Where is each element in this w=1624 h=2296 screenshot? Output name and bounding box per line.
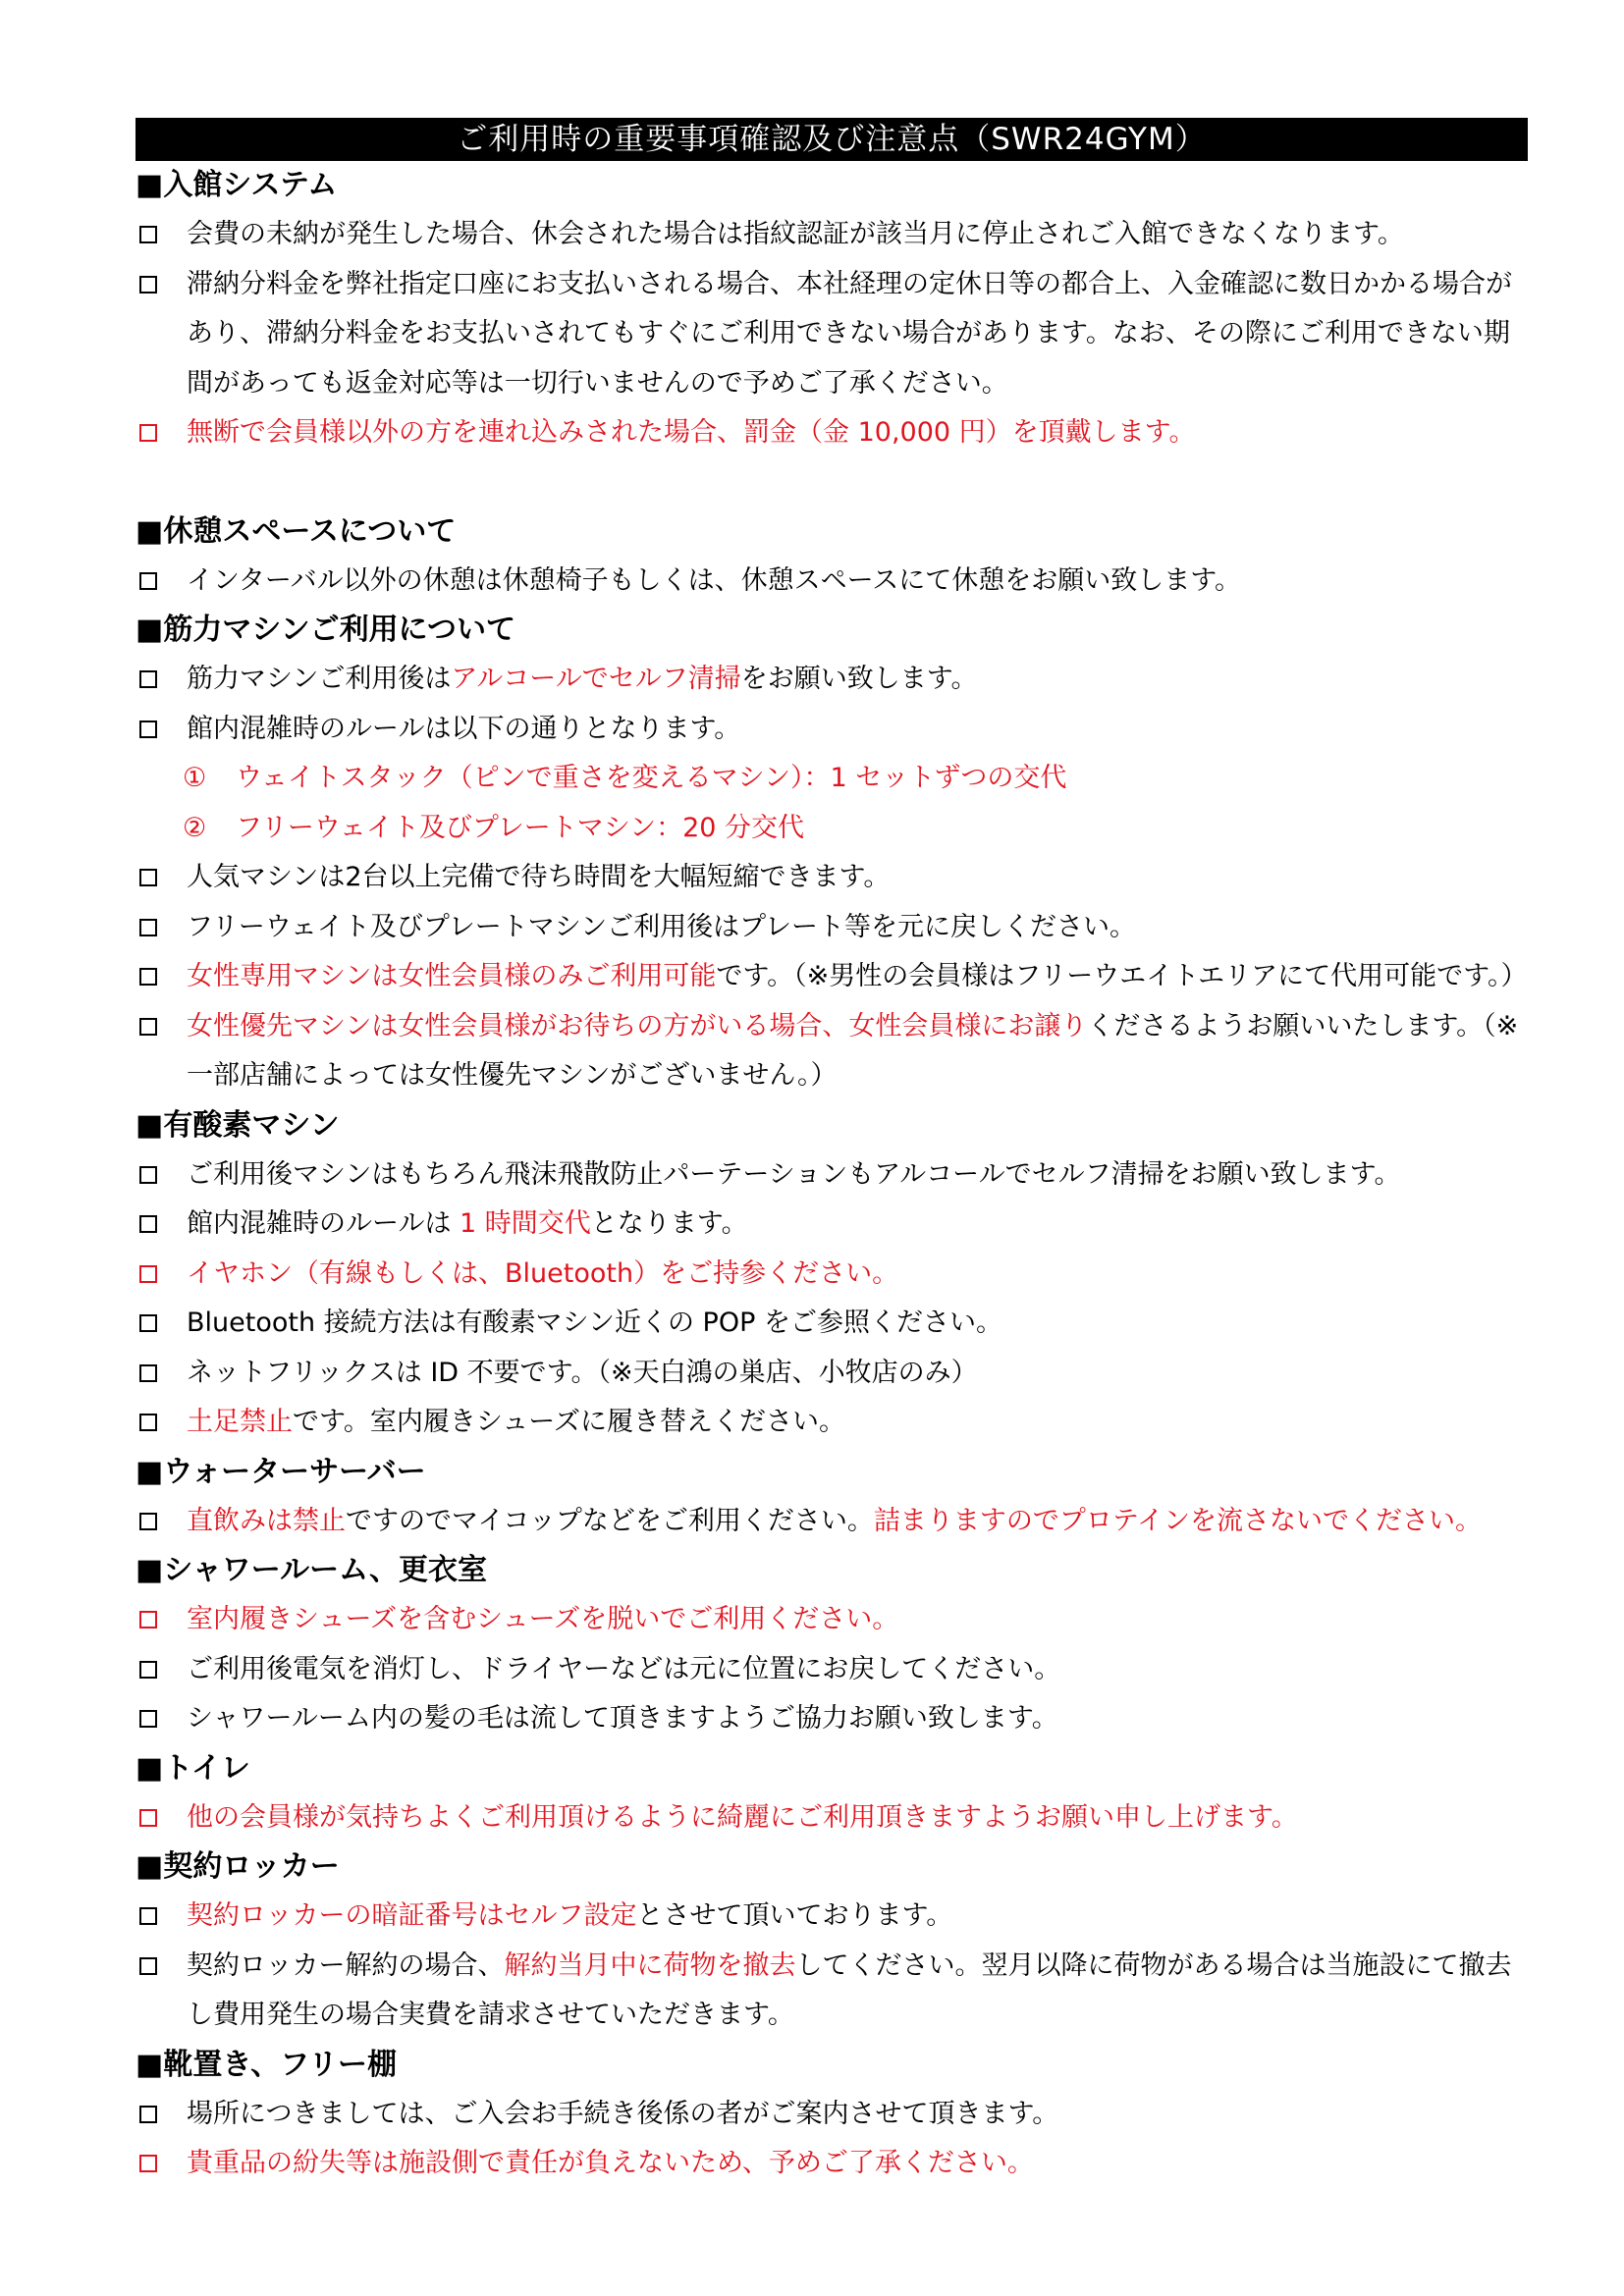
list-item: ご利用後電気を消灯し、ドライヤーなどは元に位置にお戻してください。 [135,1645,1528,1695]
list-item: 女性専用マシンは女性会員様のみご利用可能です。（※男性の会員様はフリーウエイトエリアにて代用可能です。） [135,952,1528,1002]
list-item: 会費の未納が発生した場合、休会された場合は指紋認証が該当月に停止されご入館できなくなります。 [135,210,1528,260]
section-heading-shower: ■シャワールーム、更衣室 [135,1553,488,1587]
list-item: 他の会員様が気持ちよくご利用頂けるように綺麗にご利用頂きますようお願い申し上げます。 [135,1793,1528,1843]
checkbox-icon [139,572,157,590]
document-title: ご利用時の重要事項確認及び注意点（SWR24GYM） [135,118,1528,161]
section-heading-locker: ■契約ロッカー [135,1849,340,1884]
checkbox-icon [139,1018,157,1036]
list-item: 土足禁止です。室内履きシューズに履き替えください。 [135,1398,1528,1448]
section-heading-shoes: ■靴置き、フリー棚 [135,2047,397,2082]
checkbox-icon [139,2155,157,2172]
list-item: 契約ロッカーの暗証番号はセルフ設定とさせて頂いております。 [135,1892,1528,1942]
list-item: インターバル以外の休憩は休憩椅子もしくは、休憩スペースにて休憩をお願い致します。 [135,557,1528,607]
list-item: 人気マシンは2台以上完備で待ち時間を大幅短縮できます。 [135,853,1528,903]
list-item: イヤホン（有線もしくは、Bluetooth）をご持参ください。 [135,1250,1528,1300]
list-item: 筋力マシンご利用後はアルコールでセルフ清掃をお願い致します。 [135,655,1528,705]
section-heading-rest: ■休憩スペースについて [135,513,457,549]
rule-item: ① ウェイトスタック（ピンで重さを変えるマシン）：1 セットずつの交代 [183,763,1067,793]
section-heading-toilet: ■トイレ [135,1750,250,1786]
list-item: 館内混雑時のルールは以下の通りとなります。 [135,705,1528,755]
list-item: シャワールーム内の髪の毛は流して頂きますようご協力お願い致します。 [135,1694,1528,1744]
checkbox-icon [139,968,157,986]
checkbox-icon [139,1957,157,1975]
list-item: 契約ロッカー解約の場合、解約当月中に荷物を撤去してください。翌月以降に荷物がある場合は当施設にて撤去し費用発生の場合実費を請求させていただきます。 [135,1942,1528,2041]
list-item: 室内履きシューズを含むシューズを脱いでご利用ください。 [135,1595,1528,1645]
checkbox-icon [139,919,157,936]
checkbox-icon [139,869,157,886]
list-item: 滞納分料金を弊社指定口座にお支払いされる場合、本社経理の定休日等の都合上、入金確認に数日かかる場合があり、滞納分料金をお支払いされてもすぐにご利用できない場合があります。なお、その際にご利用できない期間があっても返金対応等は一切行いませんので予めご了承ください。 [135,260,1528,409]
checkbox-icon [139,1414,157,1431]
list-item: 場所につきましては、ご入会お手続き後係の者がご案内させて頂きます。 [135,2090,1528,2140]
checkbox-icon [139,721,157,738]
checkbox-icon [139,424,157,442]
checkbox-icon [139,1611,157,1629]
checkbox-icon [139,1364,157,1382]
section-heading-cardio: ■有酸素マシン [135,1107,340,1143]
list-item: 無断で会員様以外の方を連れ込みされた場合、罰金（金 10,000 円）を頂戴します。 [135,408,1528,458]
checkbox-icon [139,1215,157,1233]
list-item: Bluetooth 接続方法は有酸素マシン近くの POP をご参照ください。 [135,1299,1528,1349]
checkbox-icon [139,1314,157,1332]
checkbox-icon [139,1513,157,1530]
document-page [135,118,1528,2189]
checkbox-icon [139,2106,157,2123]
checkbox-icon [139,276,157,294]
list-item: 貴重品の紛失等は施設側で責任が負えないため、予めご了承ください。 [135,2139,1528,2189]
list-item: 館内混雑時のルールは 1 時間交代となります。 [135,1200,1528,1250]
checkbox-icon [139,1809,157,1827]
list-item: フリーウェイト及びプレートマシンご利用後はプレート等を元に戻しください。 [135,903,1528,953]
rule-item: ② フリーウェイト及びプレートマシン：20 分交代 [183,812,805,843]
list-item: 直飲みは禁止ですのでマイコップなどをご利用ください。詰まりますのでプロテインを流さないでください。 [135,1497,1528,1547]
checkbox-icon [139,670,157,688]
checkbox-icon [139,1907,157,1925]
checkbox-icon [139,1265,157,1283]
list-item: 女性優先マシンは女性会員様がお待ちの方がいる場合、女性会員様にお譲りくださるようお願いいたします。（※一部店舗によっては女性優先マシンがございません。） [135,1002,1528,1101]
checkbox-icon [139,226,157,243]
checkbox-icon [139,1661,157,1679]
checkbox-icon [139,1166,157,1184]
list-item: ご利用後マシンはもちろん飛沫飛散防止パーテーションもアルコールでセルフ清掃をお願い致します。 [135,1150,1528,1201]
section-heading-machines: ■筋力マシンご利用について [135,613,515,647]
checkbox-icon [139,1710,157,1728]
list-item: ネットフリックスは ID 不要です。（※天白鴻の巣店、小牧店のみ） [135,1349,1528,1399]
section-heading-entry: ■入館システム [135,168,338,202]
section-heading-water: ■ウォーターサーバー [135,1454,426,1489]
